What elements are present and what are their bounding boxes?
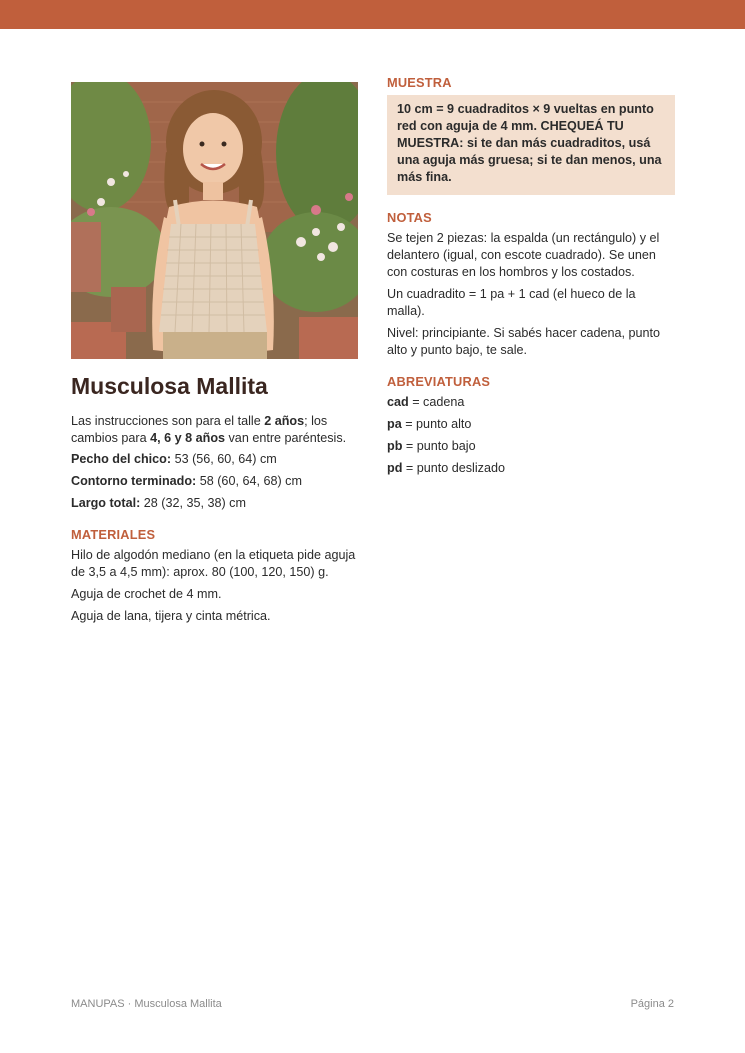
spec-total-length	[71, 495, 361, 512]
notes-section	[387, 210, 675, 359]
abbreviation-meaning: = punto deslizado	[402, 461, 505, 475]
pattern-title: Musculosa Mallita	[71, 373, 268, 399]
materials-item: Hilo de algodón mediano (en la etiqueta pide aguja de 3,5 a 4,5 mm): aprox. 80 (100, 120, 150) g.	[71, 548, 356, 579]
materials-section	[71, 527, 361, 625]
gauge-box: 10 cm = 9 cuadraditos × 9 vueltas en punto red con aguja de 4 mm. CHEQUEÁ TU MUESTRA: si te dan más cuadraditos, usá una aguja más gruesa; si te dan menos, una más fina.	[387, 95, 675, 195]
intro-text: van entre paréntesis.	[225, 431, 347, 445]
abbreviations-section	[387, 374, 675, 477]
page-number: Página 2	[630, 998, 674, 1010]
abbreviation-item	[387, 460, 675, 477]
left-column	[71, 372, 361, 630]
abbreviation-item	[387, 438, 675, 455]
right-column	[387, 75, 675, 482]
product-photo	[71, 82, 358, 359]
materials-item: Aguja de lana, tijera y cinta métrica.	[71, 609, 271, 623]
spec-value: 58 (60, 64, 68) cm	[196, 474, 302, 488]
intro-text: ; los cambios para	[71, 414, 328, 445]
note-item: Se tejen 2 piezas: la espalda (un rectángulo) y el delantero (igual, con escote cuadrado). Se unen con costuras en los hombros y los costados.	[387, 231, 660, 279]
abbreviation-meaning: = punto alto	[401, 417, 472, 431]
gauge-heading: MUESTRA	[387, 75, 452, 90]
top-accent-bar	[0, 0, 745, 29]
abbreviation-term: pb	[387, 439, 403, 453]
note-item: Un cuadradito = 1 pa + 1 cad (el hueco de la malla).	[387, 287, 636, 318]
materials-item: Aguja de crochet de 4 mm.	[71, 587, 222, 601]
spec-chest	[71, 451, 361, 468]
spec-label: Pecho del chico:	[71, 452, 172, 466]
abbreviation-term: pd	[387, 461, 403, 475]
spec-value: 53 (56, 60, 64) cm	[171, 452, 277, 466]
note-item: Nivel: principiante. Si sabés hacer cadena, punto alto y punto bajo, te sale.	[387, 326, 661, 357]
intro-base-size: 2 años	[264, 414, 305, 428]
intro-other-sizes: 4, 6 y 8 años	[150, 431, 226, 445]
materials-heading: MATERIALES	[71, 527, 156, 542]
footer-brand: MANUPAS · Musculosa Mallita	[71, 998, 222, 1010]
spec-finished-circumference	[71, 473, 361, 490]
spec-label: Largo total:	[71, 496, 141, 510]
notes-heading: NOTAS	[387, 210, 432, 225]
abbreviation-meaning: = cadena	[408, 395, 465, 409]
abbreviation-term: pa	[387, 417, 402, 431]
spec-value: 28 (32, 35, 38) cm	[140, 496, 246, 510]
abbreviation-meaning: = punto bajo	[402, 439, 476, 453]
spec-label: Contorno terminado:	[71, 474, 197, 488]
size-intro	[71, 413, 361, 447]
intro-text: Las instrucciones son para el talle	[71, 414, 265, 428]
abbreviations-heading: ABREVIATURAS	[387, 374, 491, 389]
abbreviation-item	[387, 394, 675, 411]
abbreviation-term: cad	[387, 395, 409, 409]
abbreviation-item	[387, 416, 675, 433]
